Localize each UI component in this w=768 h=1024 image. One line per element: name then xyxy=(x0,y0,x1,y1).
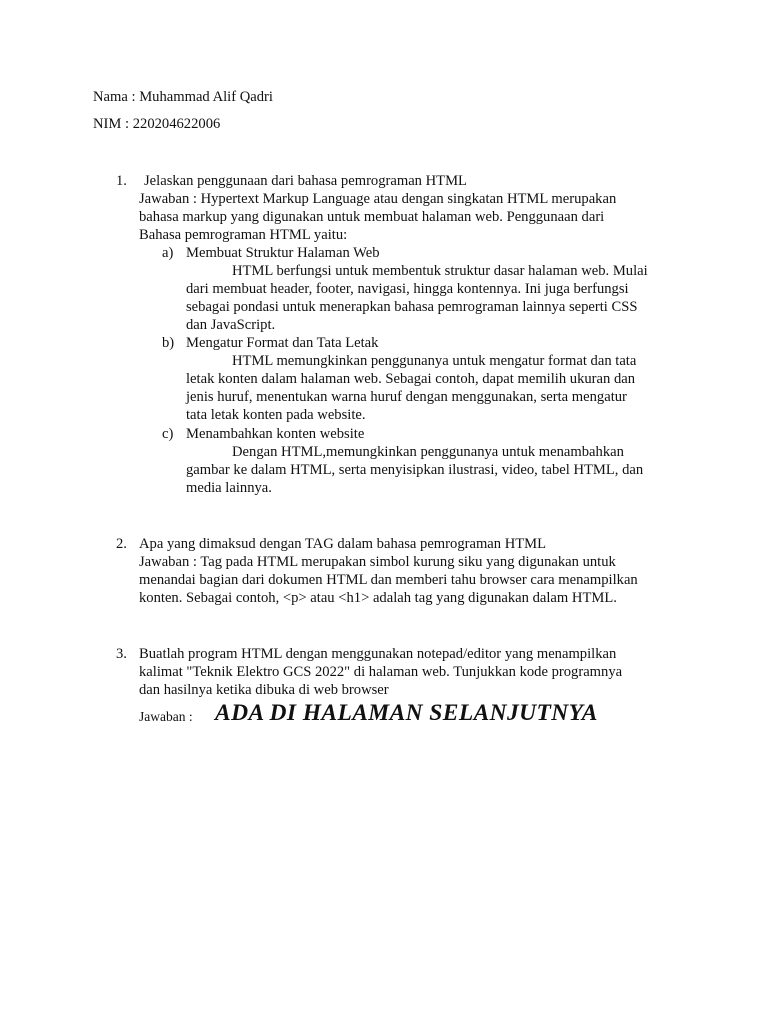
subitem-b-title: Mengatur Format dan Tata Letak xyxy=(186,335,379,351)
answer-2-line: Jawaban : Tag pada HTML merupakan simbol kurung siku yang digunakan untuk xyxy=(139,554,616,570)
student-nim-line: NIM : 220204622006 xyxy=(93,116,221,132)
question-1-text: Jelaskan penggunaan dari bahasa pemrograman HTML xyxy=(144,173,467,189)
subitem-a-line: HTML berfungsi untuk membentuk struktur dasar halaman web. Mulai xyxy=(232,263,648,279)
answer-3-big-text: ADA DI HALAMAN SELANJUTNYA xyxy=(215,700,598,726)
subitem-b-letter: b) xyxy=(162,335,175,351)
subitem-c-line: gambar ke dalam HTML, serta menyisipkan ilustrasi, video, tabel HTML, dan xyxy=(186,462,644,478)
subitem-a-letter: a) xyxy=(162,245,174,261)
question-3-line: kalimat "Teknik Elektro GCS 2022" di halaman web. Tunjukkan kode programnya xyxy=(139,664,623,680)
question-3-line: Buatlah program HTML dengan menggunakan notepad/editor yang menampilkan xyxy=(139,646,617,662)
answer-1-line: bahasa markup yang digunakan untuk membuat halaman web. Penggunaan dari xyxy=(139,209,605,225)
subitem-c-line: Dengan HTML,memungkinkan penggunanya untuk menambahkan xyxy=(232,444,624,460)
subitem-b-line: tata letak konten pada website. xyxy=(186,407,366,423)
answer-1-line: Bahasa pemrograman HTML yaitu: xyxy=(139,227,348,243)
subitem-b-line: HTML memungkinkan penggunanya untuk mengatur format dan tata xyxy=(232,353,637,369)
subitem-c-line: media lainnya. xyxy=(186,480,272,496)
subitem-b-line: letak konten dalam halaman web. Sebagai contoh, dapat memilih ukuran dan xyxy=(186,371,636,387)
subitem-a-line: dari membuat header, footer, navigasi, hingga kontennya. Ini juga berfungsi xyxy=(186,281,629,297)
student-name-line: Nama : Muhammad Alif Qadri xyxy=(93,89,273,105)
answer-1-line: Jawaban : Hypertext Markup Language atau dengan singkatan HTML merupakan xyxy=(139,191,617,207)
subitem-b-line: jenis huruf, menentukan warna huruf dengan menggunakan, serta mengatur xyxy=(186,389,627,405)
answer-2-line: konten. Sebagai contoh, <p> atau <h1> adalah tag yang digunakan dalam HTML. xyxy=(139,590,617,606)
subitem-c-letter: c) xyxy=(162,426,174,442)
answer-3-label: Jawaban : xyxy=(139,709,193,724)
question-2-number: 2. xyxy=(116,536,127,552)
subitem-c-title: Menambahkan konten website xyxy=(186,426,365,442)
answer-2-line: menandai bagian dari dokumen HTML dan memberi tahu browser cara menampilkan xyxy=(139,572,638,588)
question-3-number: 3. xyxy=(116,646,127,662)
subitem-a-line: dan JavaScript. xyxy=(186,317,276,333)
subitem-a-title: Membuat Struktur Halaman Web xyxy=(186,245,380,261)
question-2-text: Apa yang dimaksud dengan TAG dalam bahasa pemrograman HTML xyxy=(139,536,547,552)
question-1-number: 1. xyxy=(116,173,127,189)
subitem-a-line: sebagai pondasi untuk menerapkan bahasa pemrograman lainnya seperti CSS xyxy=(186,299,638,315)
question-3-line: dan hasilnya ketika dibuka di web browser xyxy=(139,682,389,698)
